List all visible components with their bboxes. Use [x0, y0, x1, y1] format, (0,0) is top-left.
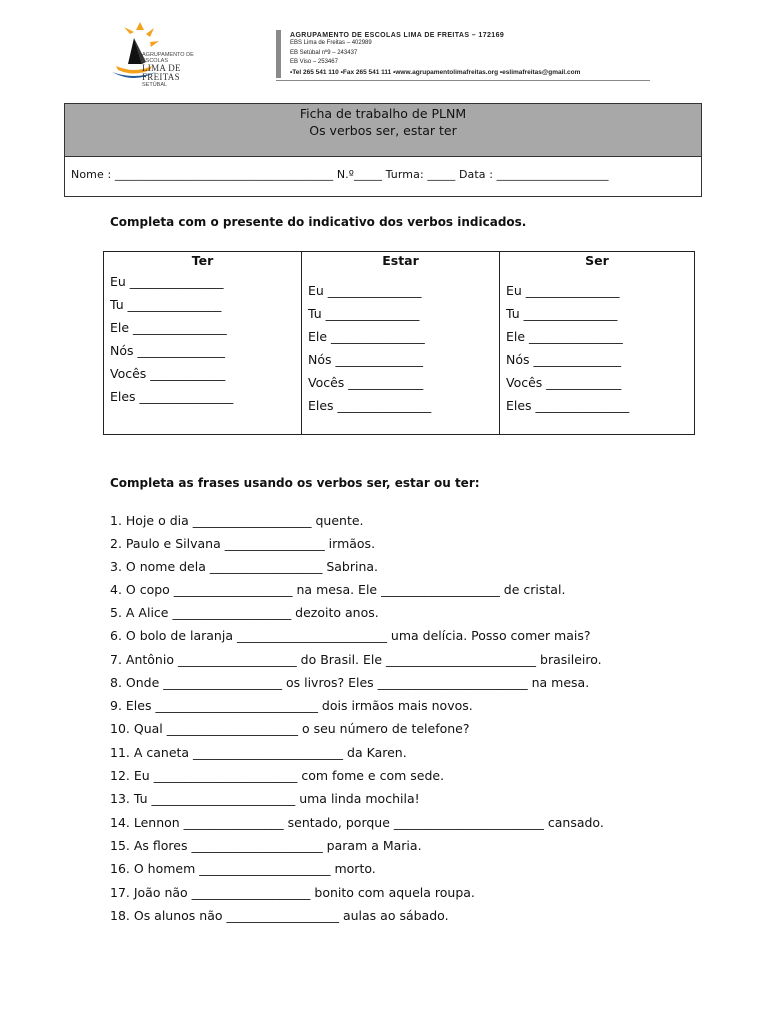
sentence-17[interactable]: 17. João não ___________________ bonito com aquela roupa.: [110, 885, 475, 900]
sentence-14[interactable]: 14. Lennon ________________ sentado, porque ________________________ cansado.: [110, 815, 604, 830]
school-info: [290, 32, 580, 78]
ter-row-tu[interactable]: Tu _______________: [110, 297, 222, 312]
estar-row-nos[interactable]: Nós ______________: [308, 352, 423, 367]
sentence-12[interactable]: 12. Eu _______________________ com fome e com sede.: [110, 768, 445, 783]
student-info-line[interactable]: Nome : _______________________________________ N.º_____ Turma: _____ Data : ____________________: [71, 168, 609, 181]
school-name: AGRUPAMENTO DE ESCOLAS LIMA DE FREITAS – 172169: [290, 32, 505, 39]
school-line-4: EB Viso – 253467: [290, 59, 338, 65]
sentence-8[interactable]: 8. Onde ___________________ os livros? Eles ________________________ na mesa.: [110, 675, 590, 690]
sentence-2[interactable]: 2. Paulo e Silvana ________________ irmãos.: [110, 536, 376, 551]
estar-row-ele[interactable]: Ele _______________: [308, 329, 425, 344]
sentence-10[interactable]: 10. Qual _____________________ o seu número de telefone?: [110, 721, 470, 736]
worksheet-title-box: [64, 103, 702, 197]
sentence-9[interactable]: 9. Eles __________________________ dois irmãos mais novos.: [110, 698, 473, 713]
worksheet-subtitle: Os verbos ser, estar ter: [309, 123, 457, 138]
sentence-1[interactable]: 1. Hoje o dia ___________________ quente.: [110, 513, 364, 528]
section1-instruction: Completa com o presente do indicativo dos verbos indicados.: [110, 215, 527, 229]
column-ser: [499, 252, 694, 434]
header-divider-bar: [276, 30, 281, 78]
ser-row-voces[interactable]: Vocês ____________: [506, 375, 622, 390]
sentence-15[interactable]: 15. As flores _____________________ param a Maria.: [110, 838, 422, 853]
ser-row-tu[interactable]: Tu _______________: [506, 306, 618, 321]
estar-row-voces[interactable]: Vocês ____________: [308, 375, 424, 390]
logo-line1: AGRUPAMENTO DE ESCOLAS: [142, 52, 194, 64]
title-band: [65, 104, 701, 157]
logo-line3: SETÚBAL: [142, 82, 168, 88]
ser-row-eu[interactable]: Eu _______________: [506, 283, 620, 298]
ser-row-nos[interactable]: Nós ______________: [506, 352, 621, 367]
sentence-6[interactable]: 6. O bolo de laranja ________________________ uma delícia. Posso comer mais?: [110, 628, 591, 643]
school-contact: •Tel 265 541 110 •Fax 265 541 111 •www.agrupamentolimafreitas.org •eslimafreitas@gmail.com: [290, 68, 581, 76]
ser-row-eles[interactable]: Eles _______________: [506, 398, 630, 413]
ter-row-voces[interactable]: Vocês ____________: [110, 366, 226, 381]
column-estar: [301, 252, 499, 434]
estar-row-eu[interactable]: Eu _______________: [308, 283, 422, 298]
ter-row-eu[interactable]: Eu _______________: [110, 274, 224, 289]
ter-row-eles[interactable]: Eles _______________: [110, 389, 234, 404]
sentence-7[interactable]: 7. Antônio ___________________ do Brasil. Ele ________________________ brasileiro.: [110, 652, 602, 667]
sentence-18[interactable]: 18. Os alunos não __________________ aulas ao sábado.: [110, 908, 449, 923]
sentence-11[interactable]: 11. A caneta ________________________ da Karen.: [110, 745, 407, 760]
column-ter: [104, 252, 301, 434]
column-heading-ser: Ser: [585, 253, 609, 268]
ter-row-ele[interactable]: Ele _______________: [110, 320, 227, 335]
worksheet-title: Ficha de trabalho de PLNM: [299, 106, 467, 121]
ser-row-ele[interactable]: Ele _______________: [506, 329, 623, 344]
column-heading-ter: Ter: [191, 253, 214, 268]
section2-instruction: Completa as frases usando os verbos ser, estar ou ter:: [110, 476, 480, 490]
verb-conjugation-table: [103, 251, 695, 435]
ter-row-nos[interactable]: Nós ______________: [110, 343, 225, 358]
sentence-4[interactable]: 4. O copo ___________________ na mesa. Ele ___________________ de cristal.: [110, 582, 566, 597]
sentence-5[interactable]: 5. A Alice ___________________ dezoito anos.: [110, 605, 379, 620]
sentence-3[interactable]: 3. O nome dela __________________ Sabrina.: [110, 559, 379, 574]
estar-row-eles[interactable]: Eles _______________: [308, 398, 432, 413]
sentence-13[interactable]: 13. Tu _______________________ uma linda mochila!: [110, 791, 420, 806]
logo-wordmark: [142, 52, 212, 88]
column-heading-estar: Estar: [382, 253, 419, 268]
header-rule: [276, 80, 650, 81]
estar-row-tu[interactable]: Tu _______________: [308, 306, 420, 321]
logo-line2: LIMA DE FREITAS: [142, 63, 181, 82]
sentence-16[interactable]: 16. O homem _____________________ morto.: [110, 861, 376, 876]
school-line-2: EBS Lima de Freitas – 402989: [290, 40, 372, 46]
school-line-3: EB Setúbal nº9 – 243437: [290, 49, 358, 56]
